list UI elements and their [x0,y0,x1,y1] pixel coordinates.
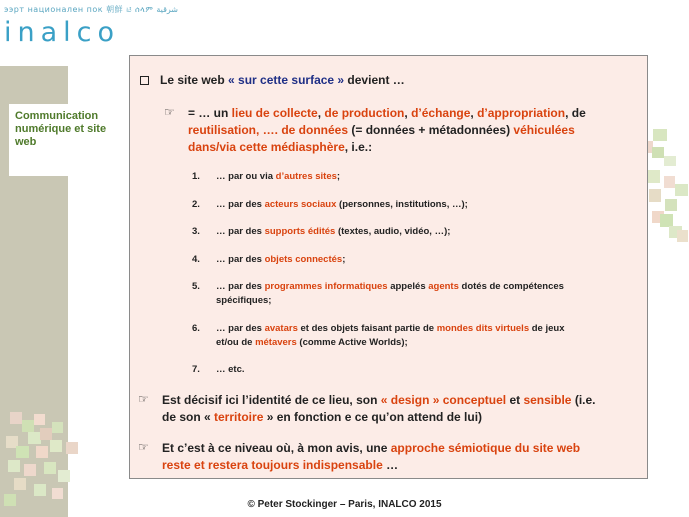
logo-wordmark: inalco [4,17,121,48]
item-number: 5. [192,281,200,292]
list-item: … etc. [216,364,245,375]
item-number: 1. [192,171,200,182]
point-2: Est décisif ici l’identité de ce lieu, son « design » conceptuel et sensible (i.e. de son « territoire » en fonction e ce qu’on attend de lui) [162,393,596,424]
inalco-logo [4,4,179,50]
pointing-hand-icon: ☞ [164,105,175,119]
list-item: … par des supports édités (textes, audio, vidéo, …); [216,226,451,237]
course-title-box [9,104,133,176]
list-item: … par des acteurs sociaux (personnes, institutions, …); [216,199,468,210]
pointing-hand-icon: ☞ [138,440,149,454]
point-3: Et c’est à ce niveau où, à mon avis, une approche sémiotique du site web reste et restera toujours indispensable … [162,441,581,472]
logo-scripts: ээрт национален пок 朝鮮 ಟಿ ሰላም شرقية [4,5,179,14]
item-number: 2. [192,199,200,210]
item-number: 6. [192,323,200,334]
point-1: = … un lieu de collecte, de production, d’échange, d’appropriation, de reutilisation, …. de données (= données + métadonnées) véhiculées dans/via cette médiasphère, i.e.: [188,106,586,154]
list-item: … par ou via d’autres sites; [216,171,341,182]
square-bullet-icon [140,76,149,85]
course-title: Communication numérique et site web [15,110,107,148]
item-number: 4. [192,254,200,265]
item-number: 7. [192,364,200,375]
item-number: 3. [192,226,200,237]
footer-copyright: © Peter Stockinger – Paris, INALCO 2015 [247,499,442,510]
list-item: … par des objets connectés; [216,254,346,265]
list-item: … par des programmes informatiques appelés agents dotés de compétences spécifiques; [216,281,564,306]
slide-heading: Le site web « sur cette surface » devient … [160,73,405,87]
content-box [129,55,648,479]
list-item: … par des avatars et des objets faisant partie de mondes dits virtuels de jeux et/ou de métavers (comme Active Worlds); [216,323,565,348]
pointing-hand-icon: ☞ [138,392,149,406]
